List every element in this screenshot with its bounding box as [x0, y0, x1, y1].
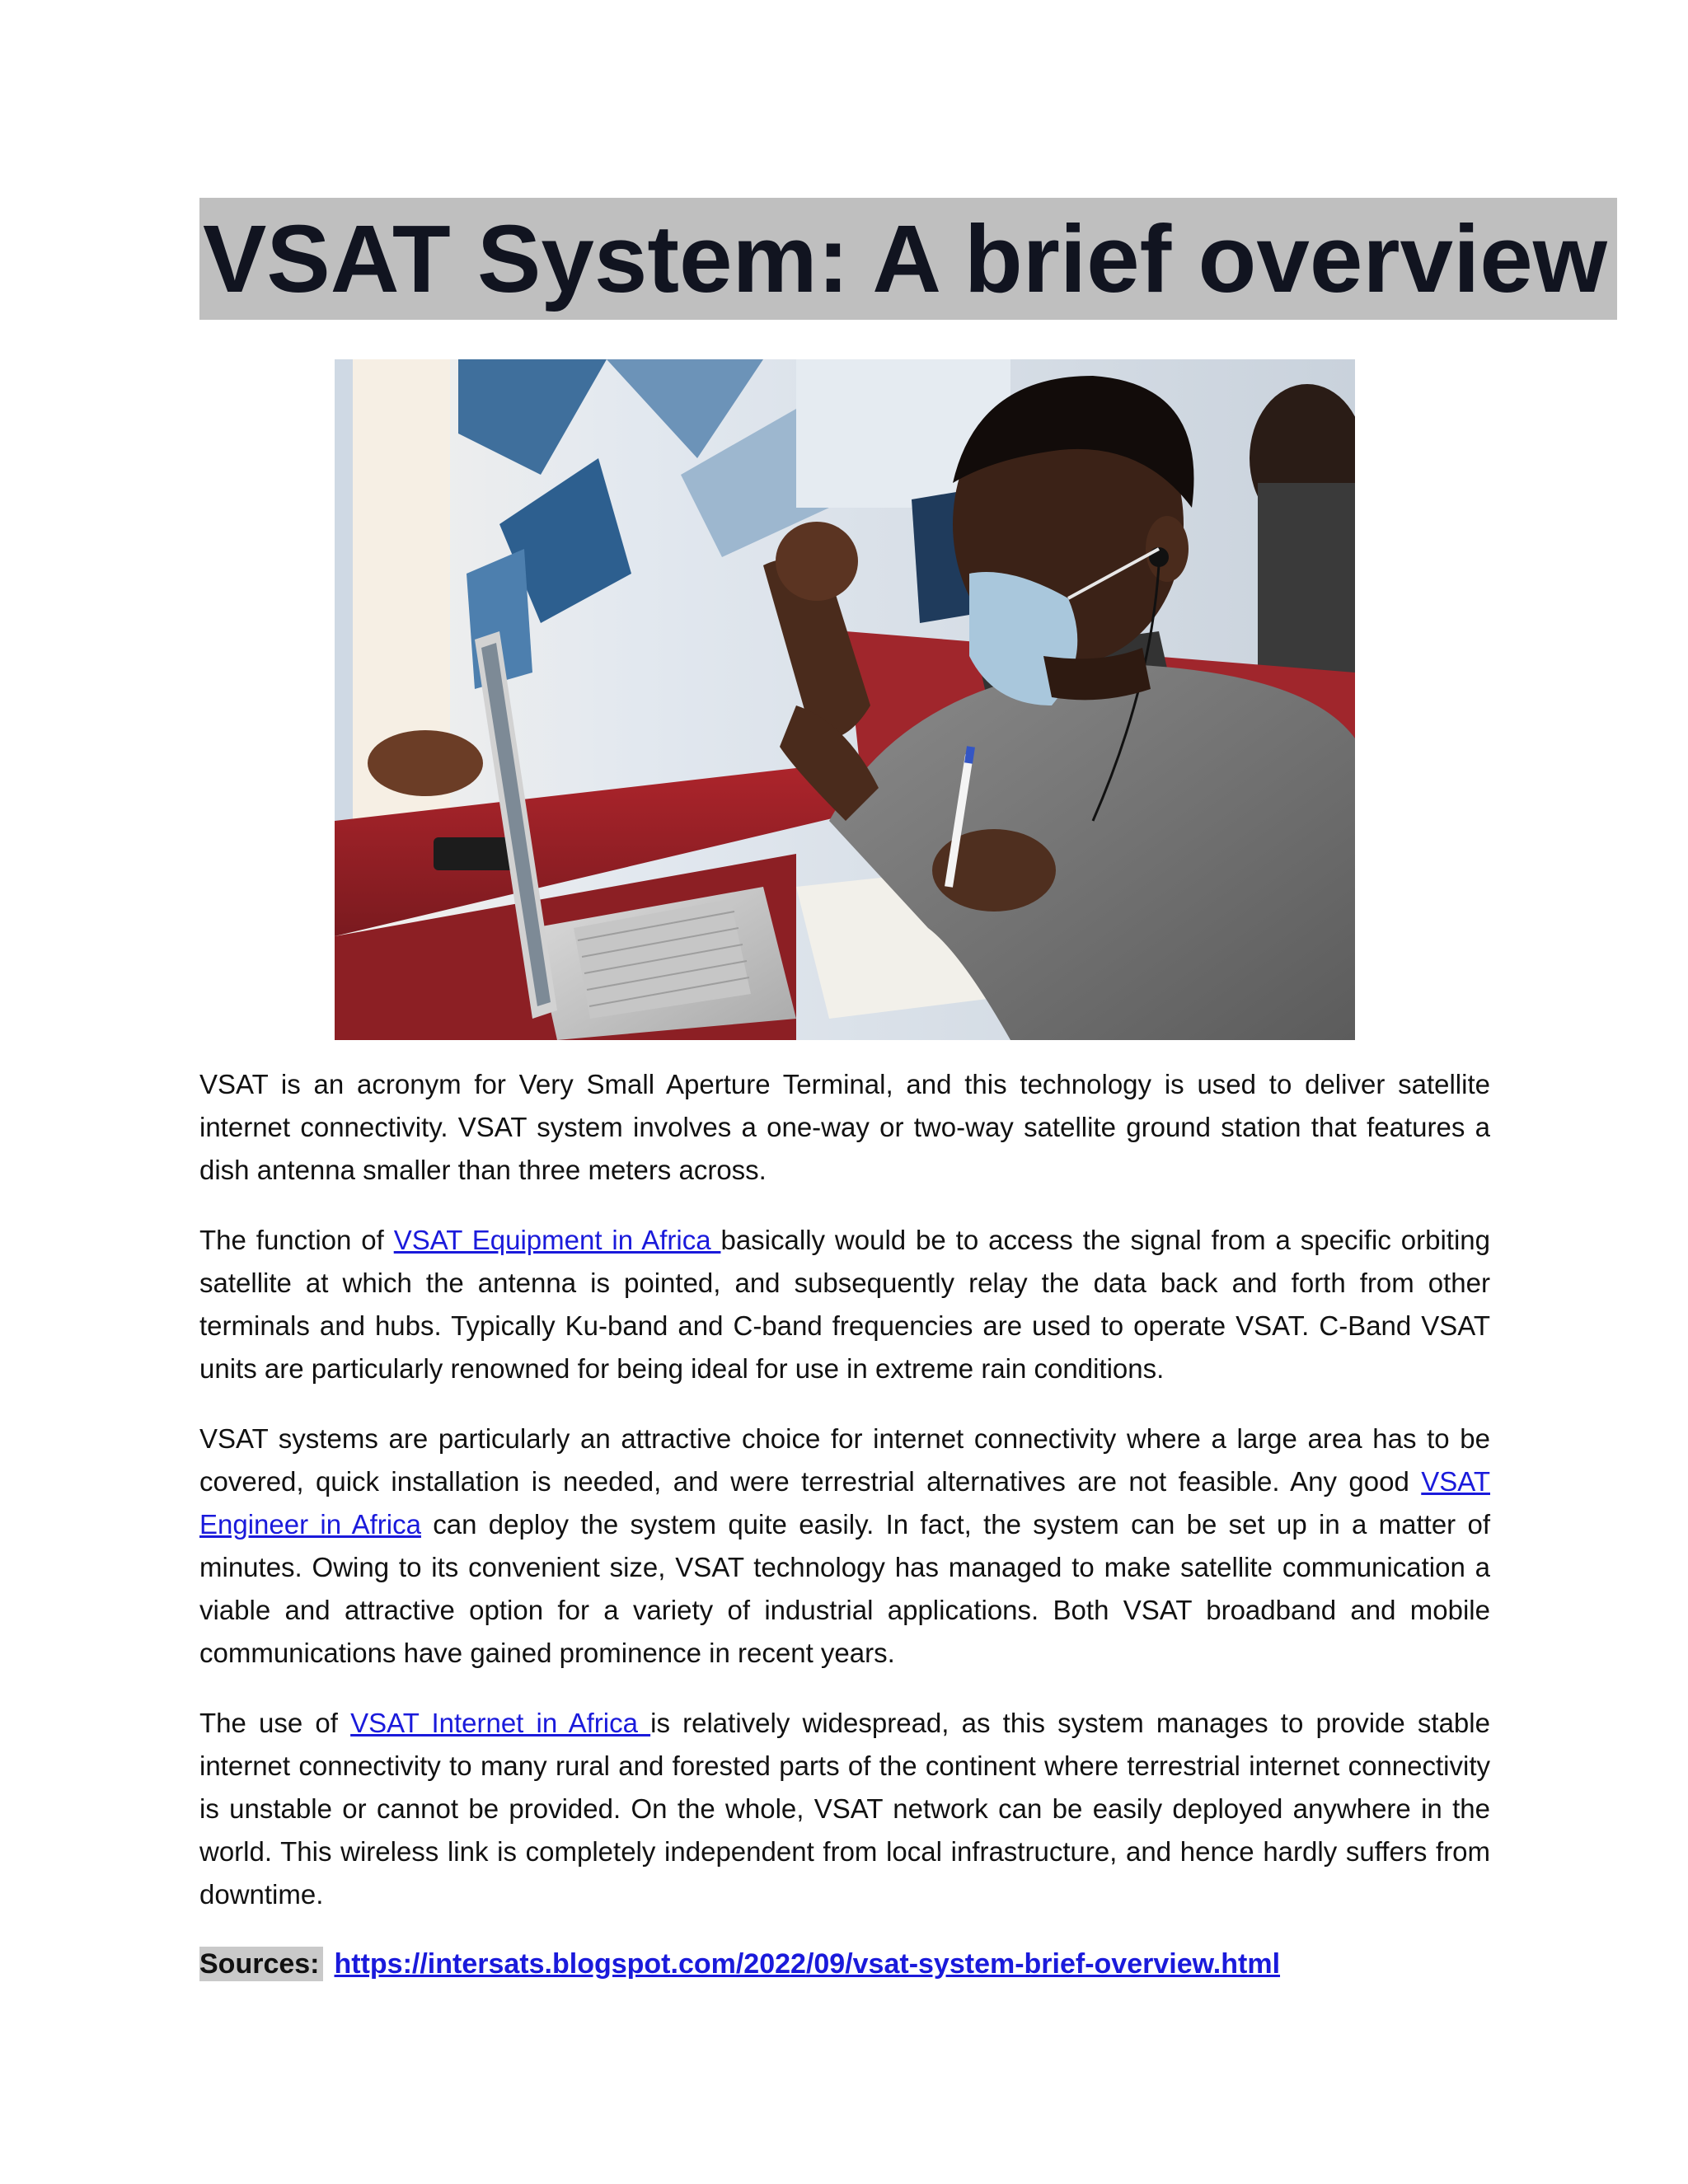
sources-line	[199, 1943, 1280, 1985]
paragraph-3	[199, 1418, 1490, 1675]
paragraph-2-before: The function of	[199, 1225, 394, 1255]
paragraph-4-before: The use of	[199, 1708, 351, 1738]
sources-link[interactable]: https://intersats.blogspot.com/2022/09/vsat-system-brief-overview.html	[334, 1948, 1281, 1980]
link-vsat-internet-africa[interactable]: VSAT Internet in Africa	[350, 1708, 651, 1738]
document-title: VSAT System: A brief overview	[199, 198, 1617, 320]
paragraph-2	[199, 1219, 1490, 1390]
paragraph-1	[199, 1063, 1490, 1192]
photo-student-laptop-icon	[335, 359, 1355, 1040]
paragraph-4	[199, 1702, 1490, 1916]
sources-label: Sources:	[199, 1947, 323, 1981]
paragraph-3-after: can deploy the system quite easily. In fact, the system can be set up in a matter of minutes. Owing to its convenient size, VSAT technology has managed to make satellite communication a viable and attractive option for a variety of industrial applications. Both VSAT broadband and mobile communications have gained prominence in recent years.	[199, 1509, 1490, 1668]
paragraph-1-text: VSAT is an acronym for Very Small Aperture Terminal, and this technology is used to deliver satellite internet connectivity. VSAT system involves a one-way or two-way satellite ground station that features a dish antenna smaller than three meters across.	[199, 1069, 1490, 1185]
paragraph-4-after: is relatively widespread, as this system manages to provide stable internet connectivity to many rural and forested parts of the continent where terrestrial internet connectivity is unstable or cannot be provided. On the whole, VSAT network can be easily deployed anywhere in the world. This wireless link is completely independent from local infrastructure, and hence hardly suffers from downtime.	[199, 1708, 1490, 1910]
article-body	[199, 1063, 1490, 1943]
paragraph-2-after: basically would be to access the signal from a specific orbiting satellite at which the antenna is pointed, and subsequently relay the data back and forth from other terminals and hubs. Typically Ku-band and C-band frequencies are used to operate VSAT. C-Band VSAT units are particularly renowned for being ideal for use in extreme rain conditions.	[199, 1225, 1490, 1384]
link-vsat-equipment-africa[interactable]: VSAT Equipment in Africa	[393, 1225, 721, 1255]
link-vsat-engineer-africa[interactable]: VSAT Engineer in Africa	[199, 1466, 1490, 1540]
article-photo	[335, 359, 1355, 1040]
paragraph-3-before: VSAT systems are particularly an attractive choice for internet connectivity where a large area has to be covered, quick installation is needed, and were terrestrial alternatives are not feasible. Any good	[199, 1423, 1490, 1497]
